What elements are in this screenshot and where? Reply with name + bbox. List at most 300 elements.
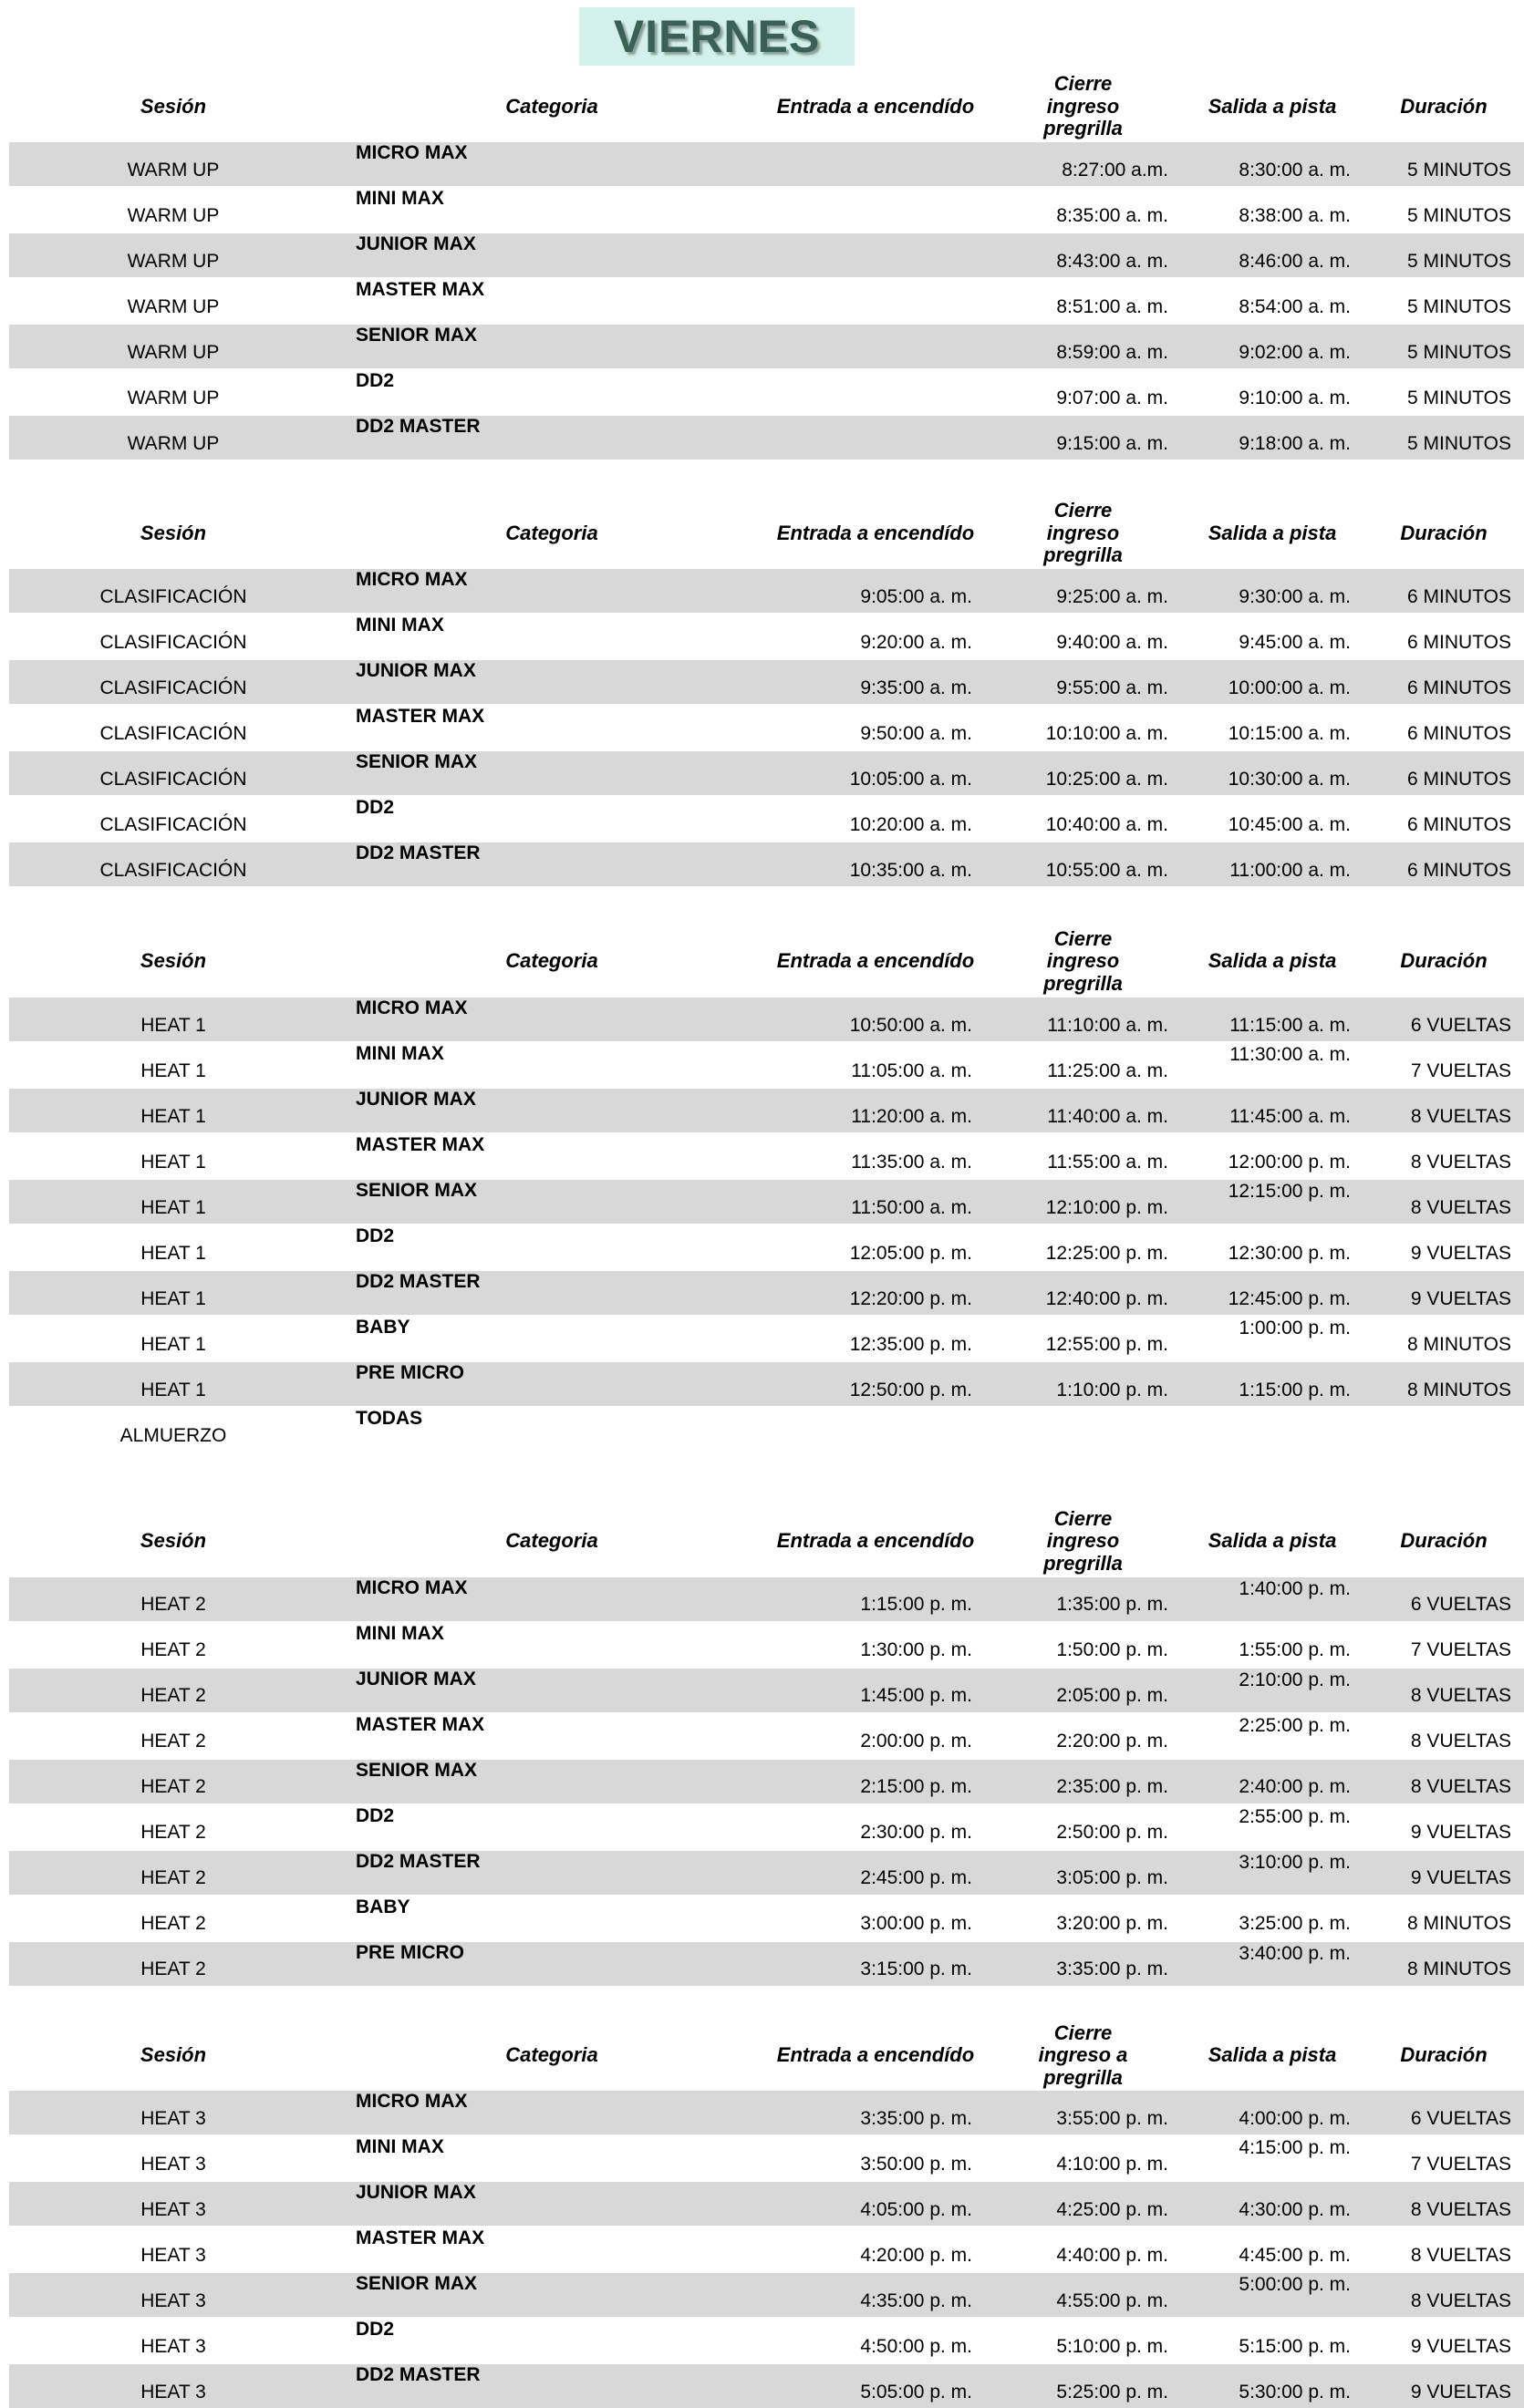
cell-sesion: WARM UP	[9, 323, 337, 368]
cell-sesion: HEAT 1	[9, 1269, 337, 1315]
cell-duracion: 6 VUELTAS	[1363, 2089, 1524, 2134]
cell-duracion: 8 VUELTAS	[1363, 1178, 1524, 1224]
cell-cierre: 8:43:00 a. m.	[985, 232, 1181, 277]
column-header-duracion: Duración	[1363, 1530, 1524, 1553]
table-row	[9, 1132, 1524, 1178]
table-row	[9, 2271, 1524, 2317]
cell-duracion: 8 VUELTAS	[1363, 1712, 1524, 1758]
cell-sesion: WARM UP	[9, 140, 337, 186]
cell-salida: 2:10:00 p. m.	[1181, 1667, 1363, 1712]
column-header-cierre: Cierre ingreso pregrilla	[985, 500, 1181, 567]
column-header-cierre: Cierre ingreso pregrilla	[985, 1508, 1181, 1576]
cell-sesion: HEAT 2	[9, 1712, 337, 1758]
cell-entrada	[766, 1406, 985, 1452]
cell-sesion: HEAT 2	[9, 1940, 337, 1986]
cell-cierre: 12:10:00 p. m.	[985, 1178, 1181, 1224]
cell-categoria: MINI MAX	[337, 186, 766, 232]
cell-categoria: MINI MAX	[337, 1041, 766, 1087]
cell-salida: 12:45:00 p. m.	[1181, 1269, 1363, 1315]
cell-duracion: 5 MINUTOS	[1363, 323, 1524, 368]
cell-sesion: HEAT 3	[9, 2226, 337, 2271]
column-header-salida: Salida a pista	[1181, 950, 1363, 973]
table-row	[9, 1940, 1524, 1986]
cell-categoria: DD2 MASTER	[337, 414, 766, 460]
cell-entrada: 12:05:00 p. m.	[766, 1224, 985, 1269]
cell-duracion: 8 MINUTOS	[1363, 1315, 1524, 1360]
cell-entrada: 9:20:00 a. m.	[766, 613, 985, 658]
table-row	[9, 1178, 1524, 1224]
cell-salida: 5:30:00 p. m.	[1181, 2362, 1363, 2408]
cell-sesion: HEAT 2	[9, 1667, 337, 1712]
cell-cierre: 9:25:00 a. m.	[985, 567, 1181, 613]
cell-cierre: 2:20:00 p. m.	[985, 1712, 1181, 1758]
cell-salida: 9:18:00 a. m.	[1181, 414, 1363, 460]
cell-entrada: 10:20:00 a. m.	[766, 795, 985, 841]
table-row	[9, 996, 1524, 1041]
schedule-section-heat-1	[9, 928, 1524, 1452]
column-header-row	[9, 73, 1524, 140]
cell-entrada: 11:20:00 a. m.	[766, 1087, 985, 1132]
cell-categoria: SENIOR MAX	[337, 749, 766, 795]
cell-categoria: DD2 MASTER	[337, 841, 766, 886]
cell-salida: 2:55:00 p. m.	[1181, 1803, 1363, 1849]
cell-duracion: 5 MINUTOS	[1363, 140, 1524, 186]
cell-cierre: 11:55:00 a. m.	[985, 1132, 1181, 1178]
table-row	[9, 2317, 1524, 2362]
cell-entrada: 2:30:00 p. m.	[766, 1803, 985, 1849]
cell-salida: 8:46:00 a. m.	[1181, 232, 1363, 277]
cell-duracion: 8 VUELTAS	[1363, 2271, 1524, 2317]
column-header-entrada: Entrada a encendído	[766, 1530, 985, 1553]
cell-duracion: 8 VUELTAS	[1363, 1667, 1524, 1712]
table-row	[9, 704, 1524, 749]
cell-duracion: 9 VUELTAS	[1363, 2317, 1524, 2362]
cell-categoria: TODAS	[337, 1406, 766, 1452]
cell-categoria: JUNIOR MAX	[337, 658, 766, 704]
cell-duracion: 6 MINUTOS	[1363, 613, 1524, 658]
cell-duracion: 6 MINUTOS	[1363, 795, 1524, 841]
cell-cierre: 1:35:00 p. m.	[985, 1576, 1181, 1621]
cell-duracion: 9 VUELTAS	[1363, 1803, 1524, 1849]
cell-cierre: 12:40:00 p. m.	[985, 1269, 1181, 1315]
cell-cierre: 9:40:00 a. m.	[985, 613, 1181, 658]
cell-categoria: MASTER MAX	[337, 2226, 766, 2271]
cell-categoria: MASTER MAX	[337, 704, 766, 749]
cell-cierre: 10:25:00 a. m.	[985, 749, 1181, 795]
column-header-row	[9, 2022, 1524, 2090]
cell-salida: 8:54:00 a. m.	[1181, 277, 1363, 323]
cell-duracion: 6 VUELTAS	[1363, 996, 1524, 1041]
cell-sesion: WARM UP	[9, 277, 337, 323]
cell-sesion: HEAT 1	[9, 1360, 337, 1406]
cell-cierre: 8:51:00 a. m.	[985, 277, 1181, 323]
column-header-salida: Salida a pista	[1181, 522, 1363, 545]
cell-cierre: 3:35:00 p. m.	[985, 1940, 1181, 1986]
cell-sesion: HEAT 2	[9, 1758, 337, 1803]
table-row	[9, 1621, 1524, 1667]
cell-duracion: 6 MINUTOS	[1363, 704, 1524, 749]
cell-cierre: 9:55:00 a. m.	[985, 658, 1181, 704]
cell-entrada: 3:00:00 p. m.	[766, 1895, 985, 1940]
cell-entrada: 4:50:00 p. m.	[766, 2317, 985, 2362]
cell-entrada: 10:05:00 a. m.	[766, 749, 985, 795]
cell-cierre: 9:07:00 a. m.	[985, 368, 1181, 414]
table-row	[9, 1667, 1524, 1712]
cell-categoria: MINI MAX	[337, 1621, 766, 1667]
cell-entrada: 5:05:00 p. m.	[766, 2362, 985, 2408]
cell-cierre: 5:25:00 p. m.	[985, 2362, 1181, 2408]
column-header-duracion: Duración	[1363, 522, 1524, 545]
cell-sesion: HEAT 2	[9, 1576, 337, 1621]
cell-salida: 4:00:00 p. m.	[1181, 2089, 1363, 2134]
column-header-sesion: Sesión	[9, 1530, 337, 1553]
column-header-sesion: Sesión	[9, 522, 337, 545]
table-row	[9, 232, 1524, 277]
table-row	[9, 414, 1524, 460]
cell-duracion: 8 MINUTOS	[1363, 1895, 1524, 1940]
table-row	[9, 1041, 1524, 1087]
cell-cierre: 8:27:00 a.m.	[985, 140, 1181, 186]
schedule-section-heat-3	[9, 2022, 1524, 2408]
cell-salida: 4:45:00 p. m.	[1181, 2226, 1363, 2271]
column-header-salida: Salida a pista	[1181, 96, 1363, 119]
table-row	[9, 841, 1524, 886]
cell-categoria: DD2 MASTER	[337, 1269, 766, 1315]
table-row	[9, 2089, 1524, 2134]
cell-sesion: WARM UP	[9, 232, 337, 277]
cell-cierre: 10:40:00 a. m.	[985, 795, 1181, 841]
cell-sesion: HEAT 2	[9, 1803, 337, 1849]
cell-sesion: CLASIFICACIÓN	[9, 749, 337, 795]
cell-entrada	[766, 140, 985, 186]
cell-duracion: 6 VUELTAS	[1363, 1576, 1524, 1621]
cell-entrada: 1:30:00 p. m.	[766, 1621, 985, 1667]
cell-salida: 12:30:00 p. m.	[1181, 1224, 1363, 1269]
table-row	[9, 1758, 1524, 1803]
table-row	[9, 2226, 1524, 2271]
cell-entrada: 3:35:00 p. m.	[766, 2089, 985, 2134]
cell-salida: 1:55:00 p. m.	[1181, 1621, 1363, 1667]
cell-salida	[1181, 1406, 1363, 1452]
cell-cierre: 9:15:00 a. m.	[985, 414, 1181, 460]
cell-categoria: DD2	[337, 1224, 766, 1269]
cell-sesion: HEAT 1	[9, 1224, 337, 1269]
column-header-salida: Salida a pista	[1181, 1530, 1363, 1553]
cell-categoria: MINI MAX	[337, 613, 766, 658]
cell-entrada: 10:35:00 a. m.	[766, 841, 985, 886]
schedule-section-warm-up	[9, 73, 1524, 460]
table-row	[9, 1895, 1524, 1940]
cell-sesion: HEAT 1	[9, 1178, 337, 1224]
cell-salida: 12:00:00 p. m.	[1181, 1132, 1363, 1178]
column-header-cierre: Cierre ingreso pregrilla	[985, 928, 1181, 996]
cell-entrada	[766, 277, 985, 323]
cell-sesion: CLASIFICACIÓN	[9, 613, 337, 658]
cell-duracion: 7 VUELTAS	[1363, 2134, 1524, 2180]
cell-entrada: 2:45:00 p. m.	[766, 1849, 985, 1895]
cell-salida: 10:00:00 a. m.	[1181, 658, 1363, 704]
table-row	[9, 368, 1524, 414]
sections-container	[9, 73, 1524, 2408]
cell-categoria: MASTER MAX	[337, 1132, 766, 1178]
column-header-cierre: Cierre ingreso pregrilla	[985, 73, 1181, 140]
cell-categoria: BABY	[337, 1315, 766, 1360]
cell-cierre	[985, 1406, 1181, 1452]
cell-duracion: 8 VUELTAS	[1363, 1132, 1524, 1178]
table-row	[9, 277, 1524, 323]
column-header-entrada: Entrada a encendído	[766, 2044, 985, 2067]
table-row	[9, 613, 1524, 658]
cell-categoria: SENIOR MAX	[337, 323, 766, 368]
cell-categoria: MASTER MAX	[337, 277, 766, 323]
table-row	[9, 2134, 1524, 2180]
cell-duracion: 5 MINUTOS	[1363, 414, 1524, 460]
cell-duracion: 6 MINUTOS	[1363, 841, 1524, 886]
cell-duracion: 8 VUELTAS	[1363, 1758, 1524, 1803]
cell-entrada	[766, 232, 985, 277]
cell-sesion: CLASIFICACIÓN	[9, 841, 337, 886]
cell-salida: 2:25:00 p. m.	[1181, 1712, 1363, 1758]
cell-duracion: 6 MINUTOS	[1363, 749, 1524, 795]
table-row	[9, 140, 1524, 186]
cell-categoria: PRE MICRO	[337, 1940, 766, 1986]
cell-categoria: MICRO MAX	[337, 1576, 766, 1621]
cell-sesion: HEAT 2	[9, 1895, 337, 1940]
cell-entrada	[766, 323, 985, 368]
column-header-row	[9, 1508, 1524, 1576]
cell-duracion: 6 MINUTOS	[1363, 658, 1524, 704]
cell-duracion: 5 MINUTOS	[1363, 277, 1524, 323]
table-row	[9, 1803, 1524, 1849]
cell-entrada: 2:00:00 p. m.	[766, 1712, 985, 1758]
cell-salida: 12:15:00 p. m.	[1181, 1178, 1363, 1224]
table-row	[9, 1224, 1524, 1269]
cell-salida: 11:00:00 a. m.	[1181, 841, 1363, 886]
cell-salida: 8:30:00 a. m.	[1181, 140, 1363, 186]
cell-entrada: 9:50:00 a. m.	[766, 704, 985, 749]
cell-duracion: 5 MINUTOS	[1363, 232, 1524, 277]
column-header-categoria: Categoria	[337, 96, 766, 119]
cell-categoria: MICRO MAX	[337, 2089, 766, 2134]
table-row	[9, 749, 1524, 795]
cell-cierre: 4:40:00 p. m.	[985, 2226, 1181, 2271]
cell-categoria: JUNIOR MAX	[337, 1667, 766, 1712]
cell-salida: 8:38:00 a. m.	[1181, 186, 1363, 232]
cell-entrada: 12:20:00 p. m.	[766, 1269, 985, 1315]
cell-salida: 4:30:00 p. m.	[1181, 2180, 1363, 2226]
cell-sesion: ALMUERZO	[9, 1406, 337, 1452]
table-row	[9, 1360, 1524, 1406]
cell-entrada	[766, 368, 985, 414]
table-row	[9, 2362, 1524, 2408]
cell-cierre: 11:10:00 a. m.	[985, 996, 1181, 1041]
cell-sesion: HEAT 3	[9, 2317, 337, 2362]
cell-sesion: HEAT 3	[9, 2180, 337, 2226]
cell-salida: 5:00:00 p. m.	[1181, 2271, 1363, 2317]
cell-categoria: DD2	[337, 1803, 766, 1849]
cell-categoria: JUNIOR MAX	[337, 2180, 766, 2226]
cell-entrada: 1:15:00 p. m.	[766, 1576, 985, 1621]
column-header-duracion: Duración	[1363, 96, 1524, 119]
cell-categoria: MICRO MAX	[337, 140, 766, 186]
cell-entrada	[766, 186, 985, 232]
table-row	[9, 2180, 1524, 2226]
cell-sesion: WARM UP	[9, 414, 337, 460]
column-header-row	[9, 928, 1524, 996]
cell-entrada: 1:45:00 p. m.	[766, 1667, 985, 1712]
cell-duracion: 7 VUELTAS	[1363, 1621, 1524, 1667]
cell-sesion: HEAT 3	[9, 2089, 337, 2134]
cell-salida: 11:30:00 a. m.	[1181, 1041, 1363, 1087]
cell-sesion: HEAT 3	[9, 2134, 337, 2180]
cell-cierre: 1:50:00 p. m.	[985, 1621, 1181, 1667]
cell-duracion: 9 VUELTAS	[1363, 1269, 1524, 1315]
cell-duracion	[1363, 1406, 1524, 1452]
cell-sesion: CLASIFICACIÓN	[9, 658, 337, 704]
table-row	[9, 795, 1524, 841]
cell-categoria: SENIOR MAX	[337, 1758, 766, 1803]
cell-cierre: 4:25:00 p. m.	[985, 2180, 1181, 2226]
table-row	[9, 1406, 1524, 1452]
cell-categoria: DD2	[337, 2317, 766, 2362]
cell-salida: 11:15:00 a. m.	[1181, 996, 1363, 1041]
cell-duracion: 8 VUELTAS	[1363, 2226, 1524, 2271]
cell-salida: 11:45:00 a. m.	[1181, 1087, 1363, 1132]
cell-duracion: 6 MINUTOS	[1363, 567, 1524, 613]
cell-salida: 3:40:00 p. m.	[1181, 1940, 1363, 1986]
column-header-entrada: Entrada a encendído	[766, 522, 985, 545]
cell-sesion: WARM UP	[9, 368, 337, 414]
cell-cierre: 10:55:00 a. m.	[985, 841, 1181, 886]
cell-entrada: 9:35:00 a. m.	[766, 658, 985, 704]
cell-entrada: 3:50:00 p. m.	[766, 2134, 985, 2180]
column-header-cierre: Cierre ingreso a pregrilla	[985, 2022, 1181, 2090]
cell-categoria: DD2	[337, 368, 766, 414]
cell-sesion: HEAT 1	[9, 1132, 337, 1178]
cell-cierre: 4:55:00 p. m.	[985, 2271, 1181, 2317]
cell-salida: 1:00:00 p. m.	[1181, 1315, 1363, 1360]
column-header-sesion: Sesión	[9, 2044, 337, 2067]
column-header-salida: Salida a pista	[1181, 2044, 1363, 2067]
table-row	[9, 323, 1524, 368]
cell-salida: 9:02:00 a. m.	[1181, 323, 1363, 368]
cell-categoria: PRE MICRO	[337, 1360, 766, 1406]
cell-entrada: 4:35:00 p. m.	[766, 2271, 985, 2317]
cell-categoria: JUNIOR MAX	[337, 1087, 766, 1132]
table-row	[9, 1315, 1524, 1360]
column-header-row	[9, 500, 1524, 567]
cell-entrada: 4:20:00 p. m.	[766, 2226, 985, 2271]
cell-duracion: 9 VUELTAS	[1363, 1849, 1524, 1895]
cell-duracion: 7 VUELTAS	[1363, 1041, 1524, 1087]
cell-entrada: 12:35:00 p. m.	[766, 1315, 985, 1360]
cell-salida: 10:45:00 a. m.	[1181, 795, 1363, 841]
cell-sesion: HEAT 3	[9, 2271, 337, 2317]
cell-duracion: 9 VUELTAS	[1363, 1224, 1524, 1269]
cell-sesion: CLASIFICACIÓN	[9, 704, 337, 749]
cell-salida: 10:15:00 a. m.	[1181, 704, 1363, 749]
cell-cierre: 8:35:00 a. m.	[985, 186, 1181, 232]
cell-cierre: 10:10:00 a. m.	[985, 704, 1181, 749]
table-row	[9, 567, 1524, 613]
cell-cierre: 1:10:00 p. m.	[985, 1360, 1181, 1406]
cell-cierre: 12:55:00 p. m.	[985, 1315, 1181, 1360]
cell-entrada: 11:35:00 a. m.	[766, 1132, 985, 1178]
cell-salida: 1:40:00 p. m.	[1181, 1576, 1363, 1621]
schedule-section-heat-2	[9, 1508, 1524, 1986]
cell-duracion: 8 MINUTOS	[1363, 1360, 1524, 1406]
cell-categoria: DD2 MASTER	[337, 1849, 766, 1895]
cell-categoria: BABY	[337, 1895, 766, 1940]
table-row	[9, 1849, 1524, 1895]
cell-sesion: HEAT 2	[9, 1849, 337, 1895]
page-title: VIERNES	[579, 7, 855, 66]
cell-categoria: DD2	[337, 795, 766, 841]
cell-duracion: 5 MINUTOS	[1363, 186, 1524, 232]
cell-cierre: 5:10:00 p. m.	[985, 2317, 1181, 2362]
cell-sesion: HEAT 3	[9, 2362, 337, 2408]
table-row	[9, 186, 1524, 232]
schedule-section-clasificacion	[9, 500, 1524, 886]
cell-cierre: 11:25:00 a. m.	[985, 1041, 1181, 1087]
table-row	[9, 1712, 1524, 1758]
table-row	[9, 1269, 1524, 1315]
cell-cierre: 3:20:00 p. m.	[985, 1895, 1181, 1940]
cell-sesion: HEAT 1	[9, 1315, 337, 1360]
column-header-entrada: Entrada a encendído	[766, 96, 985, 119]
cell-duracion: 8 MINUTOS	[1363, 1940, 1524, 1986]
column-header-categoria: Categoria	[337, 950, 766, 973]
column-header-categoria: Categoria	[337, 522, 766, 545]
cell-entrada: 2:15:00 p. m.	[766, 1758, 985, 1803]
column-header-duracion: Duración	[1363, 950, 1524, 973]
cell-categoria: SENIOR MAX	[337, 1178, 766, 1224]
cell-sesion: HEAT 1	[9, 1087, 337, 1132]
cell-entrada: 10:50:00 a. m.	[766, 996, 985, 1041]
cell-salida: 1:15:00 p. m.	[1181, 1360, 1363, 1406]
cell-entrada: 11:05:00 a. m.	[766, 1041, 985, 1087]
cell-cierre: 8:59:00 a. m.	[985, 323, 1181, 368]
cell-cierre: 2:35:00 p. m.	[985, 1758, 1181, 1803]
cell-sesion: HEAT 1	[9, 1041, 337, 1087]
table-row	[9, 1087, 1524, 1132]
column-header-sesion: Sesión	[9, 96, 337, 119]
column-header-categoria: Categoria	[337, 2044, 766, 2067]
column-header-sesion: Sesión	[9, 950, 337, 973]
cell-cierre: 2:50:00 p. m.	[985, 1803, 1181, 1849]
cell-salida: 10:30:00 a. m.	[1181, 749, 1363, 795]
cell-categoria: MINI MAX	[337, 2134, 766, 2180]
cell-sesion: CLASIFICACIÓN	[9, 795, 337, 841]
cell-salida: 3:10:00 p. m.	[1181, 1849, 1363, 1895]
table-row	[9, 1576, 1524, 1621]
cell-entrada: 9:05:00 a. m.	[766, 567, 985, 613]
cell-categoria: MICRO MAX	[337, 996, 766, 1041]
cell-duracion: 8 VUELTAS	[1363, 1087, 1524, 1132]
column-header-categoria: Categoria	[337, 1530, 766, 1553]
cell-sesion: CLASIFICACIÓN	[9, 567, 337, 613]
cell-cierre: 4:10:00 p. m.	[985, 2134, 1181, 2180]
cell-entrada: 12:50:00 p. m.	[766, 1360, 985, 1406]
cell-sesion: WARM UP	[9, 186, 337, 232]
cell-entrada	[766, 414, 985, 460]
cell-cierre: 11:40:00 a. m.	[985, 1087, 1181, 1132]
cell-entrada: 3:15:00 p. m.	[766, 1940, 985, 1986]
cell-cierre: 12:25:00 p. m.	[985, 1224, 1181, 1269]
table-row	[9, 658, 1524, 704]
cell-sesion: HEAT 2	[9, 1621, 337, 1667]
cell-duracion: 8 VUELTAS	[1363, 2180, 1524, 2226]
